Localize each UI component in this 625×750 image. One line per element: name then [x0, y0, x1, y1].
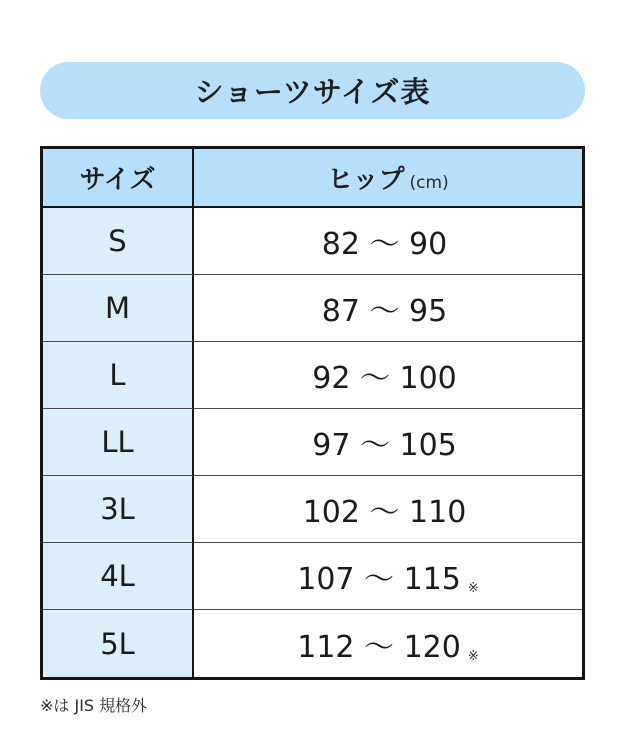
table-row: [43, 275, 582, 342]
hip-range-cell: [194, 208, 582, 275]
size-cell: M: [43, 275, 194, 342]
table-row: [43, 342, 582, 409]
hip-range-value: 82 〜 90: [321, 227, 448, 262]
hip-range-value: 87 〜 95: [321, 294, 448, 329]
jis-footnote: ※は JIS 規格外: [40, 696, 148, 715]
hip-range-value: 112 〜 120: [297, 629, 461, 665]
table-row: [43, 543, 582, 610]
hip-range-value: 97 〜 105: [312, 428, 457, 463]
hip-range-value: 92 〜 100: [312, 361, 457, 396]
jis-note-mark: ※: [467, 581, 479, 596]
header-row: [43, 149, 582, 208]
hip-range-cell: [194, 543, 582, 610]
size-cell: L: [43, 342, 194, 409]
hip-range-cell: [194, 275, 582, 342]
page-title: ショーツサイズ表: [194, 75, 431, 109]
size-cell: 4L: [43, 543, 194, 610]
hip-range-cell: [194, 476, 582, 543]
size-table-body: [43, 208, 582, 677]
hip-unit-label: (cm): [409, 173, 449, 193]
hip-range-cell: [194, 409, 582, 476]
table-row: [43, 476, 582, 543]
hip-range-value: 102 〜 110: [302, 495, 467, 530]
table-row: [43, 610, 582, 677]
title-banner: [40, 62, 585, 119]
table-row: [43, 208, 582, 275]
size-cell: LL: [43, 409, 194, 476]
table-row: [43, 409, 582, 476]
hip-column-header: [194, 149, 582, 208]
size-table-head: [43, 149, 582, 208]
size-cell: S: [43, 208, 194, 275]
size-cell: 3L: [43, 476, 194, 543]
hip-header-label: ヒップ: [327, 165, 405, 195]
hip-range-cell: [194, 342, 582, 409]
hip-range-value: 107 〜 115: [297, 562, 461, 597]
size-cell: 5L: [43, 610, 194, 677]
jis-note-mark: ※: [467, 648, 479, 664]
size-table: [40, 146, 585, 680]
size-column-header: サイズ: [43, 149, 194, 208]
hip-range-cell: [194, 610, 582, 677]
